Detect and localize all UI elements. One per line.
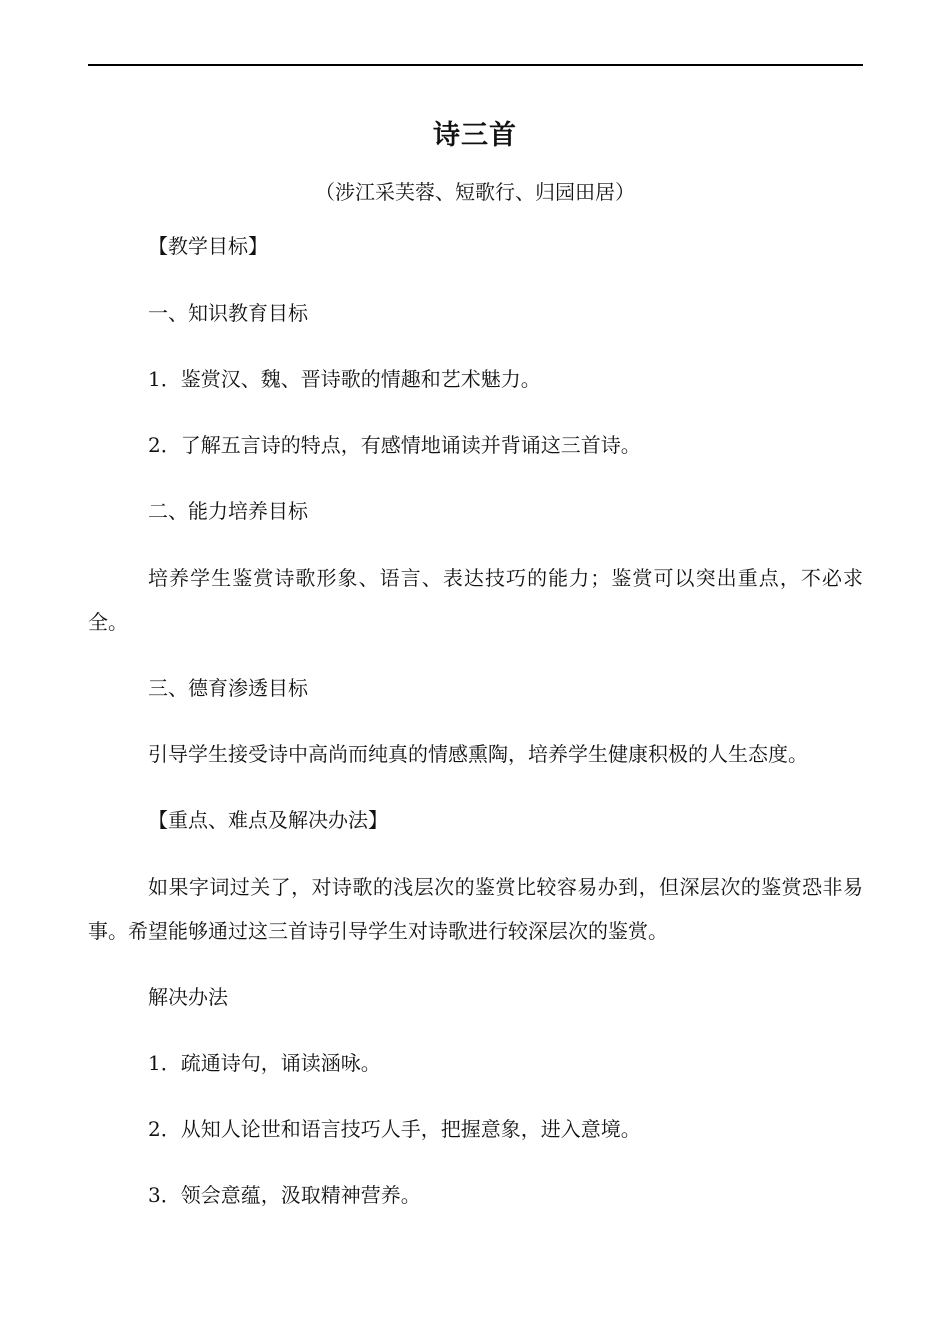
list-item-solution-1: 1．疏通诗句，诵读涵咏。 [148,1051,381,1075]
subheading-ability-goals: 二、能力培养目标 [148,499,308,523]
list-item-solution-2: 2．从知人论世和语言技巧人手，把握意象，进入意境。 [148,1117,641,1141]
paragraph-key-points: 如果字词过关了，对诗歌的浅层次的鉴赏比较容易办到，但深层次的鉴赏恐非易事。希望能够通过这三首诗引导学生对诗歌进行较深层次的鉴赏。 [88,875,863,943]
page-subtitle: （涉江采芙蓉、短歌行、归园田居） [315,180,635,204]
list-item-solution-3: 3．领会意蕴，汲取精神营养。 [148,1183,421,1207]
section-heading-key-points: 【重点、难点及解决办法】 [148,808,388,832]
list-item-knowledge-1: 1．鉴赏汉、魏、晋诗歌的情趣和艺术魅力。 [148,367,541,391]
page-title: 诗三首 [433,120,517,151]
subheading-solutions: 解决办法 [148,985,228,1009]
paragraph-moral-goals: 引导学生接受诗中高尚而纯真的情感熏陶，培养学生健康积极的人生态度。 [148,742,808,766]
section-heading-teaching-goals: 【教学目标】 [148,234,268,258]
header-rule [88,64,863,66]
subheading-moral-goals: 三、德育渗透目标 [148,676,308,700]
list-item-knowledge-2: 2．了解五言诗的特点，有感情地诵读并背诵这三首诗。 [148,433,641,457]
subheading-knowledge-goals: 一、知识教育目标 [148,301,308,325]
paragraph-ability-goals: 培养学生鉴赏诗歌形象、语言、表达技巧的能力；鉴赏可以突出重点，不必求全。 [88,566,863,634]
